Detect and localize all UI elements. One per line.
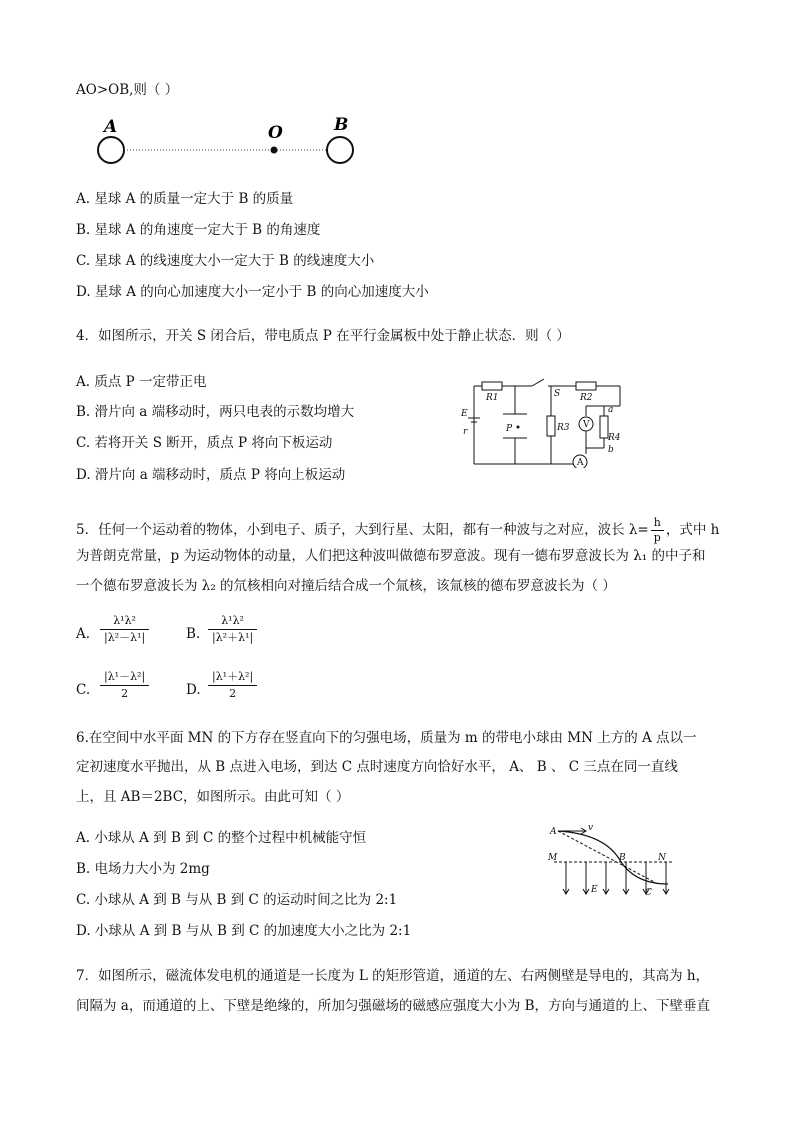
q5-line1-pre: 5．任何一个运动着的物体，小到电子、质子，大到行星、太阳，都有一种波与之对应，波长 λ=: [76, 522, 649, 538]
label-r4: R4: [608, 433, 621, 443]
q5-option-b-label: B.: [186, 626, 201, 642]
label-r: r: [463, 427, 468, 437]
label-b: B: [619, 853, 626, 863]
q6-line3: 上，且 AB＝2BC，如图所示。由此可知（ ）: [76, 789, 350, 805]
fraction-denominator: p: [653, 531, 661, 544]
q4-option-c: C. 若将开关 S 断开，质点 P 将向下板运动: [76, 435, 333, 451]
label-m: M: [548, 853, 558, 863]
q3-option-a: A. 星球 A 的质量一定大于 B 的质量: [76, 191, 294, 207]
star-b: [327, 137, 353, 163]
label-a: A: [104, 117, 118, 137]
label-e: E: [591, 885, 598, 895]
q5-option-c-num: |λ¹－λ²|: [100, 669, 149, 686]
q6-option-c: C. 小球从 A 到 B 与从 B 到 C 的运动时间之比为 2:1: [76, 892, 398, 908]
q7-line1: 7．如图所示，磁流体发电机的通道是一长度为 L 的矩形管道，通道的左、右两侧壁是导电的，其高为 h，: [76, 968, 710, 984]
projectile-field-diagram: [546, 822, 682, 900]
q6-option-a: A. 小球从 A 到 B 到 C 的整个过程中机械能守恒: [76, 830, 367, 846]
label-p: P: [506, 424, 513, 434]
q3-option-b: B. 星球 A 的角速度一定大于 B 的角速度: [76, 222, 321, 238]
fraction-numerator: h: [651, 516, 664, 531]
label-b-end: b: [608, 445, 614, 455]
q5-line1-post: ，式中 h: [665, 522, 720, 538]
q5-option-c-label: C.: [76, 682, 91, 698]
q5-option-c-fraction: [100, 669, 149, 702]
q3-stem: AO>OB,则（ ）: [76, 82, 179, 98]
q4-option-a: A. 质点 P 一定带正电: [76, 374, 207, 390]
label-ammeter: A: [577, 458, 584, 468]
q5-line2: 为普朗克常量，p 为运动物体的动量，人们把这种波叫做德布罗意波。现有一德布罗意波长为 λ₁ 的中子和: [76, 548, 706, 564]
q3-option-d: D. 星球 A 的向心加速度大小一定小于 B 的向心加速度大小: [76, 284, 429, 300]
q6-line2: 定初速度水平抛出，从 B 点进入电场，到达 C 点时速度方向恰好水平， A、 B 、 C 三点在同一直线: [76, 759, 678, 775]
q5-option-d-fraction: [208, 669, 257, 702]
q5-line3: 一个德布罗意波长为 λ₂ 的氘核相向对撞后结合成一个氚核，该氚核的德布罗意波长为（ ）: [76, 578, 616, 594]
q5-option-b-den: |λ²＋λ¹|: [212, 631, 254, 644]
q5-option-d-den: 2: [229, 687, 237, 700]
q5-option-d-num: |λ¹＋λ²|: [208, 669, 257, 686]
label-a: A: [550, 827, 557, 837]
q4-option-d: D. 滑片向 a 端移动时，质点 P 将向上板运动: [76, 467, 346, 483]
q6-option-d: D. 小球从 A 到 B 与从 B 到 C 的加速度大小之比为 2:1: [76, 923, 412, 939]
star-a: [98, 137, 124, 163]
label-b: B: [334, 115, 349, 135]
q5-option-a-num: λ¹λ²: [100, 613, 149, 630]
q5-option-d-label: D.: [186, 682, 201, 698]
q5-option-c-den: 2: [121, 687, 129, 700]
label-r1: R1: [486, 393, 499, 403]
q5-line1: [76, 516, 719, 545]
center-point-o: [271, 147, 278, 154]
label-r3: R3: [557, 423, 570, 433]
label-a-end: a: [608, 405, 614, 415]
label-s: S: [554, 389, 561, 399]
charged-particle-p: [517, 426, 520, 429]
circuit-diagram: [458, 376, 638, 468]
label-v: V: [583, 420, 590, 430]
q3-option-c: C. 星球 A 的线速度大小一定大于 B 的线速度大小: [76, 253, 375, 269]
label-e: E: [461, 409, 468, 419]
q6-option-b: B. 电场力大小为 2mg: [76, 861, 210, 877]
wavelength-fraction: [651, 516, 664, 545]
q5-option-b-fraction: [208, 613, 257, 646]
label-c: C: [645, 888, 652, 898]
q5-option-a-label: A.: [76, 626, 91, 642]
label-r2: R2: [580, 393, 593, 403]
q5-option-a-den: |λ²－λ¹|: [104, 631, 146, 644]
label-v: v: [588, 823, 594, 833]
binary-star-figure: [90, 110, 370, 170]
q6-line1: 6.在空间中水平面 MN 的下方存在竖直向下的匀强电场，质量为 m 的带电小球由 MN 上方的 A 点以一: [76, 730, 697, 746]
q5-option-b-num: λ¹λ²: [208, 613, 257, 630]
q4-stem: 4．如图所示，开关 S 闭合后，带电质点 P 在平行金属板中处于静止状态．则（ ）: [76, 328, 570, 344]
q5-option-a-fraction: [100, 613, 149, 646]
q7-line2: 间隔为 a，而通道的上、下壁是绝缘的，所加匀强磁场的磁感应强度大小为 B，方向与通道的上、下壁垂直: [76, 998, 711, 1014]
q4-option-b: B. 滑片向 a 端移动时，两只电表的示数均增大: [76, 404, 355, 420]
label-o: O: [268, 123, 283, 143]
label-n: N: [658, 853, 666, 863]
